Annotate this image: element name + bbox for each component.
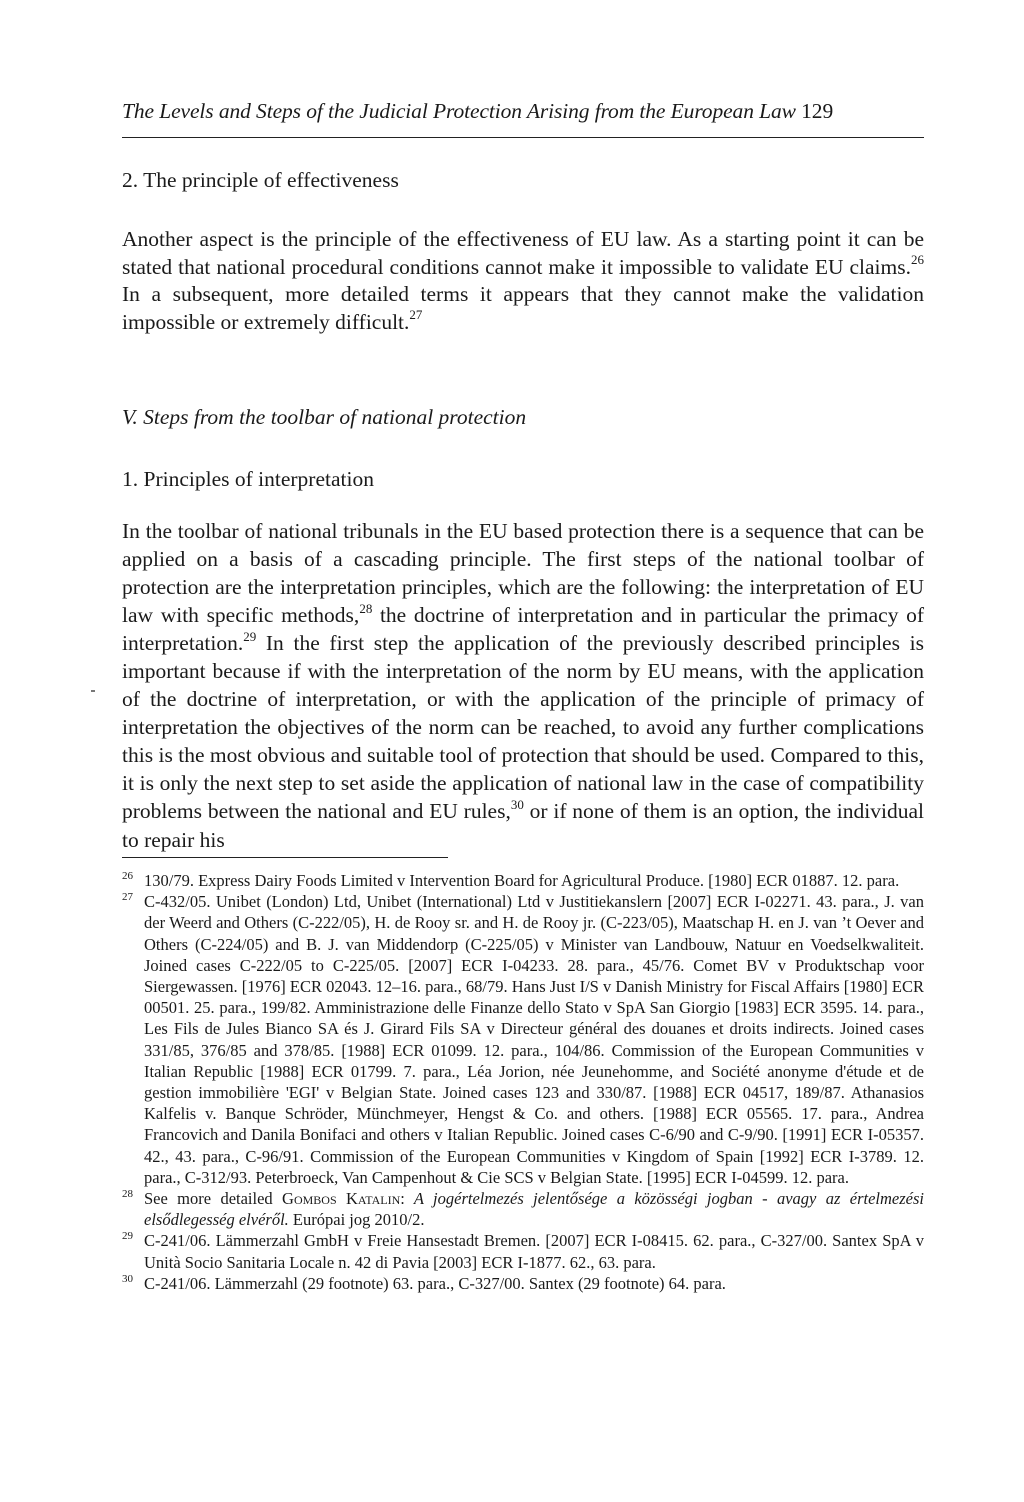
footnote-26 [122,870,924,891]
footnote-ref-26[interactable]: 26 [911,252,924,268]
paragraph-effectiveness [122,226,924,336]
footnote-text: C-241/06. Lämmerzahl GmbH v Freie Hansestadt Bremen. [2007] ECR I-08415. 62. para., C-327/00. Santex SpA v Unità Socio Sanitaria Locale n. 42 di Pavia [2003] ECR I-1877. 62., 63. para. [144,1231,924,1272]
footnote-title: A jogértelmezés jelentősége a közösségi jogban - avagy az értelmezési elsődlegesség elvéről. [144,1189,924,1230]
footnote-text: 130/79. Express Dairy Foods Limited v Intervention Board for Agricultural Produce. [1980] ECR 01887. 12. para. [144,871,900,890]
section-heading-toolbar: V. Steps from the toolbar of national protection [122,405,527,429]
para-text: the doctrine of interpretation and in particular the primacy of interpretation. [122,603,924,656]
footnote-lead: See more detailed [144,1189,283,1209]
footnote-ref-28[interactable]: 28 [359,600,373,616]
running-title: The Levels and Steps of the Judicial Protection Arising from the European Law [122,99,796,123]
footnote-28 [122,1188,924,1230]
page-number: 129 [801,99,834,123]
footnote-number: 27 [122,891,133,904]
footnote-number: 30 [122,1272,133,1285]
section-heading-effectiveness: 2. The principle of effectiveness [122,168,399,192]
para-text: In a subsequent, more detailed terms it appears that they cannot make the validation impossible or extremely difficult. [122,282,924,334]
footnote-number: 28 [122,1188,133,1201]
subsection-heading-interpretation: 1. Principles of interpretation [122,467,374,491]
para-text: Another aspect is the principle of the effectiveness of EU law. As a starting point it can be stated that national procedural conditions cannot make it impossible to validate EU claims. [122,227,924,279]
footnote-rule [122,857,448,858]
footnote-ref-29[interactable]: 29 [243,629,257,645]
paragraph-interpretation [122,517,924,854]
footnote-text: C-241/06. Lämmerzahl (29 footnote) 63. para., C-327/00. Santex (29 footnote) 64. para. [144,1273,726,1293]
footnote-text [144,1188,924,1230]
footnote-tail: Európai jog 2010/2. [288,1210,425,1230]
footnote-ref-30[interactable]: 30 [510,797,524,813]
footnotes [122,870,924,1294]
footnote-author: Gombos Katalin: [282,1189,405,1209]
footnote-29 [122,1230,924,1272]
para-text: In the first step the application of the previously described principles is important because if with the interpretation of the norm by EU means, with the application of the doctrine of interpretation, or with the application of the principle of primacy of interpretation the objectives of the norm can be reached, to avoid any further complications this is the most obvious and suitable tool of protection that should be used. Compared to this, it is only the next step to set aside the application of national law in the case of compatibility problems between the national and EU rules, [122,631,924,824]
footnote-27 [122,891,924,1188]
para-text: In the toolbar of national tribunals in the EU based protection there is a sequence that can be applied on a basis of a cascading principle. The first steps of the national toolbar of protection are the interpretation principles, which are the following: the interpretation of EU law with specific methods, [122,519,924,628]
para-text: or if none of them is an option, the individual to repair his [122,799,924,852]
footnote-number: 26 [122,870,133,882]
margin-mark [91,690,95,692]
footnote-ref-27[interactable]: 27 [409,307,423,323]
footnote-30 [122,1273,924,1294]
header-rule [122,137,924,138]
running-header [122,99,924,124]
footnote-number: 29 [122,1230,133,1243]
footnote-text: C-432/05. Unibet (London) Ltd, Unibet (International) Ltd v Justitiekanslern [2007] ECR I-02271. 43. para., J. van der Weerd and Others (C-222/05), H. de Rooy sr. and H. de Rooy jr. (C-223/05), Maatschap H. en J. van ’t Oever and Others (C-224/05) and B. J. van Middendorp (C-225/05) v Minister van Landbouw, Natuur en Voedselkwaliteit. Joined cases C-222/05 to C-225/05. [2007] ECR I-04233. 28. para., 45/76. Comet BV v Produktschap voor Siergewassen. [1976] ECR 02043. 12–16. para., 68/79. Hans Just I/S v Danish Ministry for Fiscal Affairs [1980] ECR 00501. 25. para., 199/82. Amministrazione delle Finanze dello Stato v SpA San Giorgio [1983] ECR 3595. 14. para., Les Fils de Jules Bianco SA és J. Girard Fils SA v Directeur général des douanes et droits indirects. Joined cases 331/85, 376/85 and 378/85. [1988] ECR 01099. 12. para., 104/86. Commission of the European Communities v Italian Republic [1988] ECR 01799. 7. para., Léa Jorion, née Jeunehomme, and Société anonyme d'étude et de gestion immobilière 'EGI' v Belgian State. Joined cases 123 and 330/87. [1988] ECR 04517, 189/87. Athanasios Kalfelis v. Banque Schröder, Münchmeyer, Hengst & Co. and others. [1988] ECR 05565. 17. para., Andrea Francovich and Danila Bonifaci and others v Italian Republic. Joined cases C-6/90 and C-9/90. [1991] ECR I-05357. 42., 43. para., C-96/91. Commission of the European Communities v Kingdom of Spain [1992] ECR I-3789. 12. para., C-312/93. Peterbroeck, Van Campenhout & Cie SCS v Belgian State. [1995] ECR I-04599. 12. para. [144,892,924,1187]
